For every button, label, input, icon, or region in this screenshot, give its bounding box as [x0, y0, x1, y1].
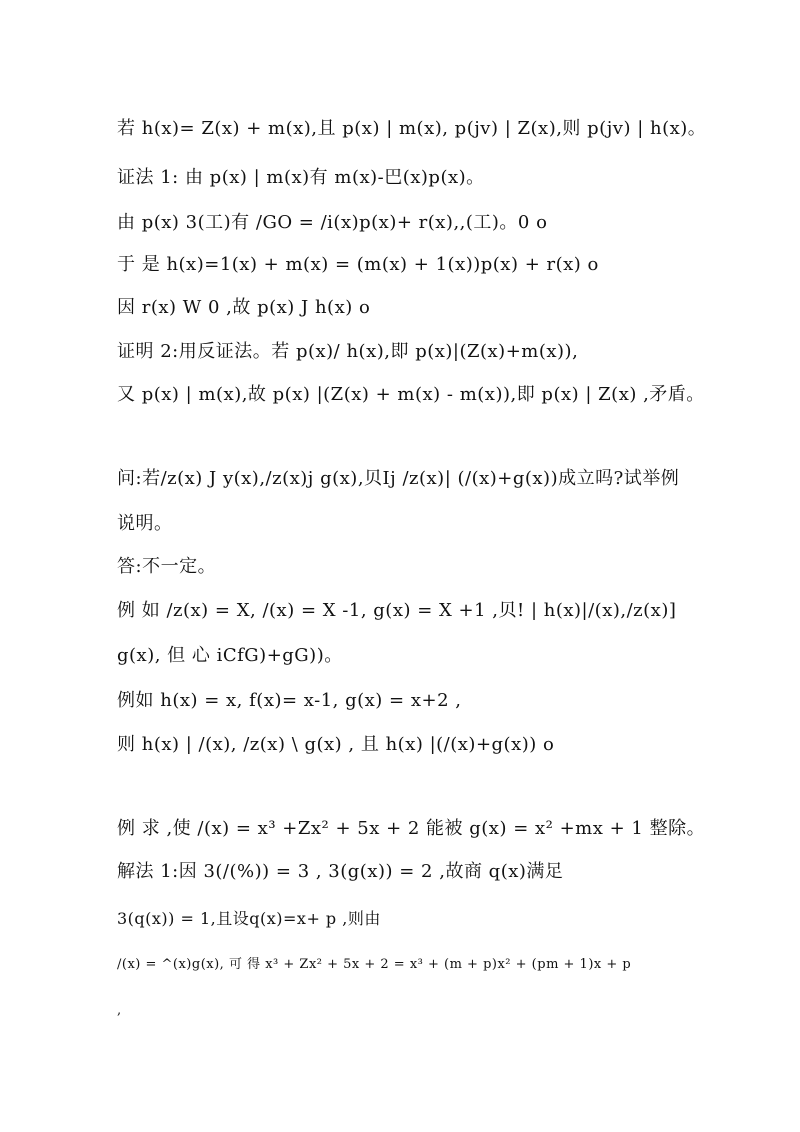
- text-line-13: 例如 h(x) = x, f(x)= x-1, g(x) = x+2 ,: [117, 690, 462, 711]
- text-line-17: 3(q(x)) = 1,且设q(x)=x+ p ,则由: [117, 909, 381, 928]
- text-line-1: 若 h(x)= Z(x) + m(x),且 p(x) | m(x), p(jv) | Z(x),则 p(jv) | h(x)。: [117, 118, 707, 139]
- text-line-3: 由 p(x) 3(工)有 /GO = /i(x)p(x)+ r(x),,(工)。0 o: [117, 212, 548, 233]
- text-line-15: 例 求 ,使 /(x) = x³ +Zx² + 5x + 2 能被 g(x) = x² +mx + 1 整除。: [117, 818, 706, 839]
- text-line-10: 答:不一定。: [117, 556, 217, 577]
- text-line-11: 例 如 /z(x) = X, /(x) = X -1, g(x) = X +1 ,贝! | h(x)|/(x),/z(x)]: [117, 600, 677, 621]
- text-line-14: 则 h(x) | /(x), /z(x) \ g(x) , 且 h(x) |(/(x)+g(x)) o: [117, 734, 555, 755]
- text-line-19: ,: [117, 1003, 122, 1018]
- text-line-12: g(x), 但 心 iCfG)+gG))。: [117, 645, 343, 666]
- text-line-18: /(x) = ^(x)g(x), 可 得 x³ + Zx² + 5x + 2 = x³ + (m + p)x² + (pm + 1)x + p: [117, 957, 632, 972]
- text-line-5: 因 r(x) W 0 ,故 p(x) J h(x) o: [117, 297, 371, 318]
- text-line-7: 又 p(x) | m(x),故 p(x) |(Z(x) + m(x) - m(x)),即 p(x) | Z(x) ,矛盾。: [117, 384, 705, 405]
- text-line-9: 说明。: [117, 513, 173, 534]
- text-line-6: 证明 2:用反证法。若 p(x)/ h(x),即 p(x)|(Z(x)+m(x)),: [117, 341, 579, 362]
- text-line-16: 解法 1:因 3(/(%)) = 3 , 3(g(x)) = 2 ,故商 q(x)满足: [117, 861, 564, 882]
- text-line-4: 于 是 h(x)=1(x) + m(x) = (m(x) + 1(x))p(x) + r(x) o: [117, 254, 599, 275]
- text-line-2: 证法 1: 由 p(x) | m(x)有 m(x)-巴(x)p(x)。: [117, 167, 485, 188]
- text-line-8: 问:若/z(x) J y(x),/z(x)j g(x),贝Ij /z(x)| (/(x)+g(x))成立吗?试举例: [117, 468, 680, 489]
